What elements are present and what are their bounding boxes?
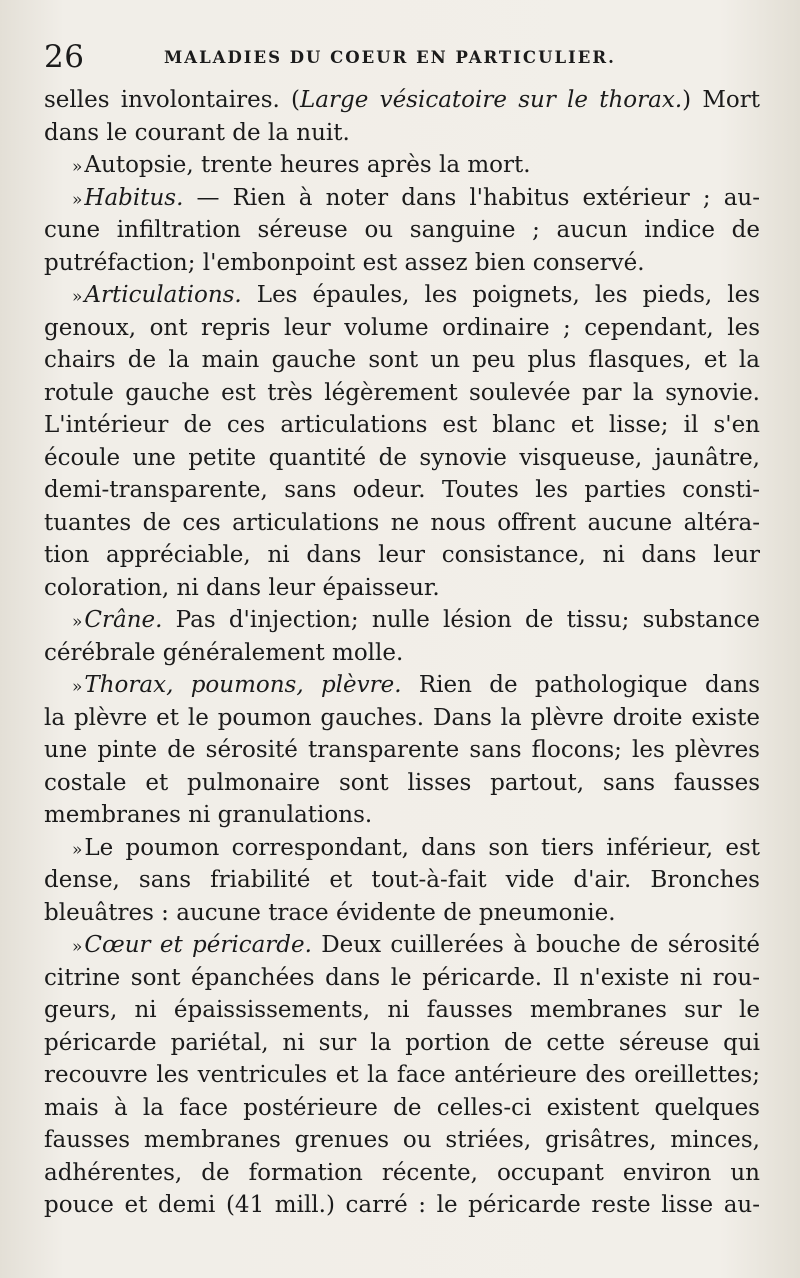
text-line (44, 344, 760, 377)
text-run: L'intérieur de ces articulations est blanc et lisse; il s'en (44, 412, 760, 438)
text-run: Autopsie, trente heures après la mort. (84, 152, 531, 178)
text-line (44, 507, 760, 540)
text-line (44, 539, 760, 572)
text-run: mais à la face postérieure de celles-ci existent quelques (44, 1094, 760, 1121)
text-line (44, 1124, 760, 1157)
text-line (44, 377, 760, 410)
text-line (44, 409, 760, 442)
text-line (44, 799, 760, 832)
text-run: citrine sont épanchées dans le péricarde. Il n'existe ni rou- (44, 964, 760, 991)
text-line (44, 897, 760, 930)
text-run: Rien de pathologique dans (401, 672, 760, 698)
text-line (44, 214, 760, 247)
text-run: geurs, ni épaississements, ni fausses membranes sur le (44, 997, 760, 1023)
text-run: tuantes de ces articulations ne nous offrent aucune altéra- (44, 509, 760, 536)
text-run: putréfaction; l'embonpoint est assez bien conservé. (44, 249, 645, 276)
paragraph-start-coeur (44, 929, 760, 962)
text-line (44, 312, 760, 345)
text-run: — Rien à noter dans l'habitus extérieur ; au- (183, 184, 760, 211)
paragraph-start-thorax (44, 669, 760, 702)
paragraph-start-articulations (44, 279, 760, 312)
guillemet: » (72, 287, 83, 307)
text-run: Les épaules, les poignets, les pieds, les (241, 282, 760, 308)
text-run: ) Mort (682, 87, 760, 113)
page-header (44, 40, 760, 80)
text-run: pouce et demi (41 mill.) carré : le péricarde reste lisse au- (44, 1192, 760, 1218)
text-run: chairs de la main gauche sont un peu plus flasques, et la (44, 347, 760, 373)
guillemet: » (72, 677, 83, 697)
text-line (44, 247, 760, 280)
text-line (44, 474, 760, 507)
text-run: tion appréciable, ni dans leur consistance, ni dans leur (44, 542, 760, 568)
italic-run: Thorax, poumons, plèvre. (84, 672, 402, 698)
text-run: recouvre les ventricules et la face antérieure des oreillettes; (44, 1062, 760, 1088)
text-line (44, 117, 760, 150)
text-run: cérébrale généralement molle. (44, 639, 404, 666)
text-line (44, 1027, 760, 1060)
body-text (44, 84, 760, 1222)
paragraph-start-poumon (44, 832, 760, 865)
text-run: bleuâtres : aucune trace évidente de pneumonie. (44, 899, 616, 926)
text-run: demi-transparente, sans odeur. Toutes les parties consti- (44, 477, 760, 503)
text-run: Deux cuillerées à bouche de sérosité (311, 932, 760, 958)
guillemet: » (72, 157, 83, 177)
guillemet: » (72, 937, 83, 957)
text-line (44, 572, 760, 605)
text-line (44, 702, 760, 735)
paragraph-start-habitus (44, 182, 760, 215)
text-line (44, 1059, 760, 1092)
text-line (44, 1157, 760, 1190)
paragraph-start-crane (44, 604, 760, 637)
text-run: rotule gauche est très légèrement soulevée par la synovie. (44, 379, 760, 406)
text-run: selles involontaires. ( (44, 87, 301, 113)
text-line (44, 84, 760, 117)
italic-run: Cœur et péricarde. (84, 932, 312, 958)
text-run: fausses membranes grenues ou striées, grisâtres, minces, (44, 1127, 760, 1153)
text-line (44, 734, 760, 767)
text-line (44, 994, 760, 1027)
running-head: MALADIES DU COEUR EN PARTICULIER. (164, 48, 616, 67)
text-run: Pas d'injection; nulle lésion de tissu; substance (162, 607, 760, 633)
text-line (44, 962, 760, 995)
text-run: adhérentes, de formation récente, occupant environ un (44, 1159, 760, 1186)
italic-run: Crâne. (84, 607, 163, 633)
text-line (44, 442, 760, 475)
text-line (44, 864, 760, 897)
guillemet: » (72, 612, 83, 632)
text-line (44, 767, 760, 800)
text-run: coloration, ni dans leur épaisseur. (44, 574, 440, 601)
guillemet: » (72, 839, 83, 860)
text-run: une pinte de sérosité transparente sans flocons; les plèvres (44, 737, 760, 763)
text-run: dans le courant de la nuit. (44, 119, 350, 146)
text-run: cune infiltration séreuse ou sanguine ; aucun indice de (44, 217, 760, 243)
page-number: 26 (44, 39, 85, 75)
text-run: Le poumon correspondant, dans son tiers inférieur, est (84, 834, 760, 861)
text-run: genoux, ont repris leur volume ordinaire ; cependant, les (44, 314, 760, 341)
italic-run: Large vésicatoire sur le thorax. (300, 87, 683, 113)
text-line (44, 637, 760, 670)
text-run: écoule une petite quantité de synovie visqueuse, jaunâtre, (44, 444, 760, 471)
text-run: la plèvre et le poumon gauches. Dans la plèvre droite existe (44, 704, 760, 731)
paragraph-start-autopsie (44, 149, 760, 182)
italic-run: Articulations. (84, 282, 242, 308)
text-line (44, 1189, 760, 1222)
text-run: membranes ni granulations. (44, 802, 373, 828)
text-run: dense, sans friabilité et tout-à-fait vide d'air. Bronches (44, 867, 760, 893)
text-run: péricarde pariétal, ni sur la portion de cette séreuse qui (44, 1029, 760, 1056)
text-run: costale et pulmonaire sont lisses partout, sans fausses (44, 769, 760, 796)
guillemet: » (72, 189, 83, 210)
text-line (44, 1092, 760, 1125)
italic-run: Habitus. (84, 184, 184, 211)
